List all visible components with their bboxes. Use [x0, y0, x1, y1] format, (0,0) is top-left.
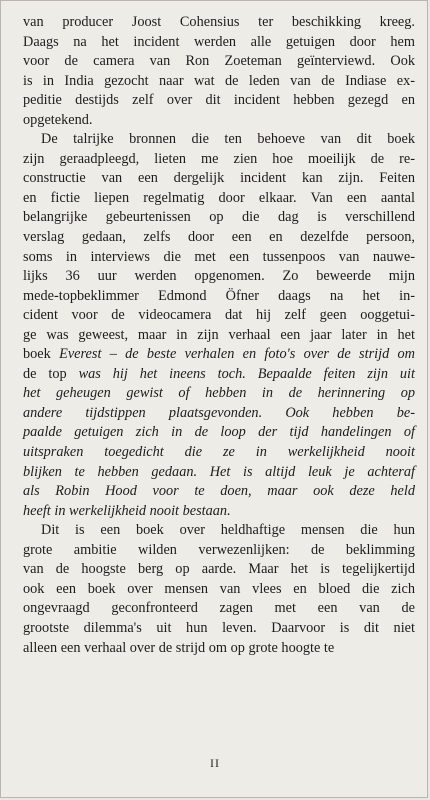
paragraph-1: [23, 13, 415, 130]
page-number: II: [210, 756, 220, 770]
paragraph-2: [23, 130, 415, 521]
text-line: De talrijke bronnen die ten behoeve van dit boek: [41, 131, 415, 148]
text-line: de top was hij het ineens toch. Bepaalde feiten zijn uit: [23, 365, 415, 382]
text-line: paalde getuigen zich in de loop der tijd handelingen of: [23, 424, 415, 441]
text-line: boek Everest – de beste verhalen en foto's over de strijd om: [23, 346, 416, 363]
text-line: grootste dilemma's uit hun leven. Daarvoor is dit niet: [23, 619, 415, 636]
text-line: van producer Joost Cohensius ter beschikking kreeg.: [23, 14, 415, 30]
text-line: heeft in werkelijkheid nooit bestaan.: [23, 502, 231, 519]
text-line: van de hoogste berg op aarde. Maar het is tegelijkertijd: [23, 561, 415, 578]
text-line: uitspraken toegedicht die ze in werkelijkheid nooit: [23, 444, 415, 461]
text-line: als Robin Hood voor te doen, maar ook deze held: [23, 483, 415, 500]
text-line: het geheugen gewist of hebben in de herinnering op: [23, 385, 415, 402]
text-line: peditie destijds zelf over dit incident hebben gezegd en: [23, 92, 415, 109]
text-line: soms in interviews die met een tussenpoos van nauwe-: [23, 248, 415, 265]
text-line: belangrijke gebeurtenissen op die dag is verschillend: [23, 209, 415, 226]
text-line: lijks 36 uur werden opgenomen. Zo beweerde mijn: [23, 268, 415, 285]
text-line: andere tijdstippen plaatsgevonden. Ook hebben be-: [23, 404, 415, 421]
text-line: grote ambitie wilden verwezenlijken: de beklimming: [23, 541, 415, 558]
text-line: zijn geraadpleegd, lieten me zien hoe moeilijk de re-: [23, 150, 415, 167]
text-line: voor de camera van Ron Zoeteman geïnterviewd. Ook: [23, 53, 415, 70]
text-line: ook een boek over mensen van vlees en bloed die zich: [23, 580, 415, 597]
paragraph-3: [23, 521, 415, 658]
text-line: opgetekend.: [23, 111, 93, 128]
text-line: is in India gezocht naar wat de leden van de Indiase ex-: [23, 72, 415, 89]
text-line: verslag gedaan, zelfs door een en dezelfde persoon,: [23, 229, 415, 246]
text-line: en fictie liepen regelmatig door elkaar. Van een aantal: [23, 189, 415, 206]
text-line: constructie van een dergelijk incident kan zijn. Feiten: [23, 170, 415, 187]
text-line: ge was geweest, maar in zijn verhaal een jaar later in het: [23, 326, 415, 343]
text-line: blijken te hebben gedaan. Het is altijd leuk je achteraf: [23, 463, 415, 480]
text-line: cident voor de videocamera dat hij zelf geen ooggetui-: [23, 307, 415, 324]
text-line: ongevraagd geconfronteerd zagen met een van de: [23, 600, 415, 617]
text-line: mede-topbeklimmer Edmond Öfner daags na het in-: [23, 287, 415, 304]
text-line: Daags na het incident werden alle getuigen door hem: [23, 33, 415, 50]
text-line: Dit is een boek over heldhaftige mensen die hun: [41, 522, 415, 539]
body-text: [23, 13, 415, 658]
text-line: alleen een verhaal over de strijd om op grote hoogte te: [23, 639, 335, 656]
